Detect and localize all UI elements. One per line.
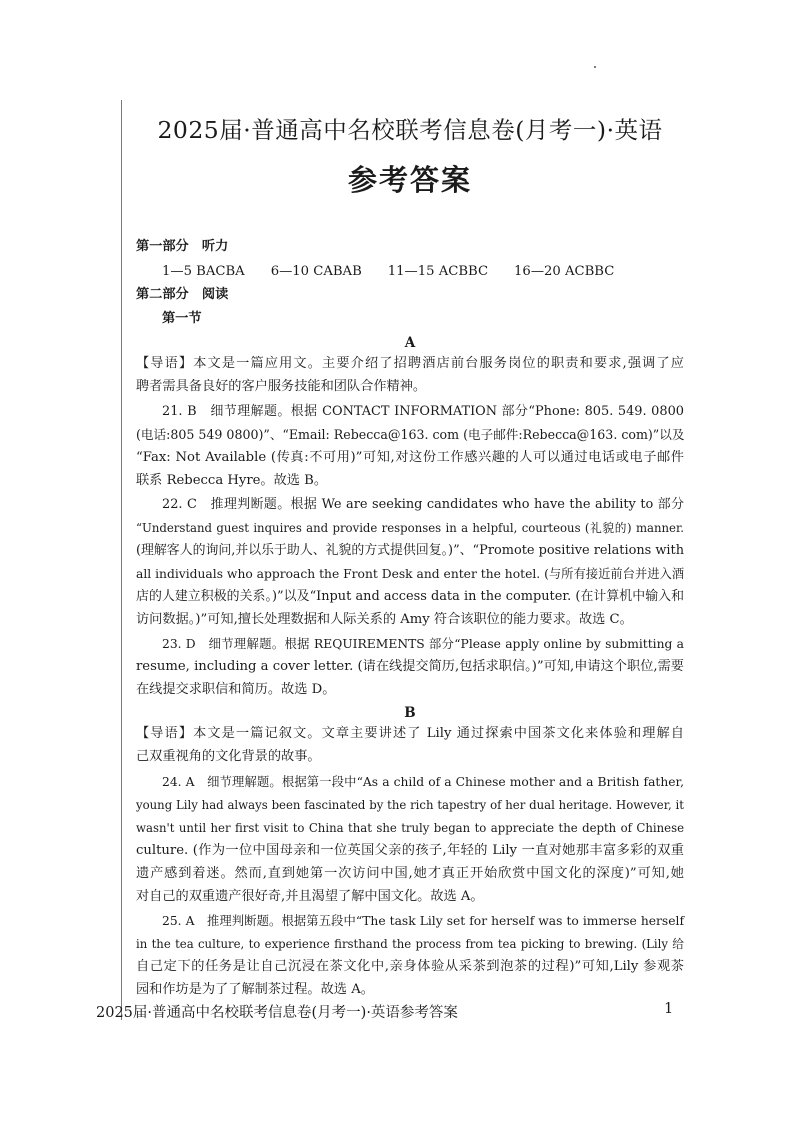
passage-a-line: 店的人建立积极的关系。)”以及“Input and access data in the computer. (在计算机中输入和 [136,589,684,604]
passage-a-line: 访问数据。)”可知,擅长处理数据和人际关系的 Amy 符合该职位的能力要求。故选 C。 [136,612,633,627]
page-footer: 2025届·普通高中名校联考信息卷(月考一)·英语参考答案 [96,1005,458,1021]
speck-mark [594,66,596,68]
passage-b-line: young Lily had always been fascinated by the rich tapestry of her dual heritage. However, it [136,798,684,812]
answer-group: 11—15 ACBBC [387,264,489,279]
passage-a-line: “Understand guest inquires and provide responses in a helpful, courteous (礼貌的) manner. [136,521,684,535]
passage-b-line: 己双重视角的文化背景的故事。 [136,749,321,764]
passage-a-label: A [404,335,416,351]
passage-a-line: 23. D 细节理解题。根据 REQUIREMENTS 部分“Please apply online by submitting a [162,637,684,651]
passage-b-line: 遗产感到着迷。然而,直到她第一次访问中国,她才真正开始欣赏中国文化的深度)”可知,她 [136,866,684,881]
answer-group: 1—5 BACBA [162,264,245,279]
passage-a-line: 22. C 推理判断题。根据 We are seeking candidates who have the ability to 部分 [162,497,684,512]
passage-b-line: 【导语】本文是一篇记叙文。文章主要讲述了 Lily 通过探索中国茶文化来体验和理解自 [136,726,684,741]
passage-a-line: “Fax: Not Available (传真:不可用)”可知,对这份工作感兴趣的人可以通过电话或电子邮件 [136,450,684,465]
passage-b-line: wasn't until her first visit to China that she truly began to appreciate the depth of Chinese [136,821,684,835]
passage-a-line: (电话:805 549 0800)”、“Email: Rebecca@163. com (电子邮件:Rebecca@163. com)”以及 [136,427,685,442]
part2-heading: 第二部分 阅读 [136,287,229,302]
listening-answers [162,261,640,283]
passage-a-line: resume, including a cover letter. (请在线提交简历,包括求职信。)”可知,申请这个职位,需要 [136,659,684,674]
passage-b-line: 对自己的双重遗产很好奇,并且渴望了解中国文化。故选 A。 [136,889,484,904]
passage-a-line: (理解客人的询问,并以乐于助人、礼貌的方式提供回复。)”、“Promote positive relations with [136,543,685,558]
document-title: 2025届·普通高中名校联考信息卷(月考一)·英语 [157,116,663,144]
left-margin-rule [121,100,122,1020]
passage-a-line: 在线提交求职信和简历。故选 D。 [136,682,336,697]
section-heading: 第一节 [162,311,202,326]
page-number: 1 [664,1001,674,1017]
document-subtitle: 参考答案 [347,163,472,197]
passage-a-line: 聘者需具备良好的客户服务技能和团队合作精神。 [136,379,427,394]
passage-b-line: 园和作坊是为了了解制茶过程。故选 A。 [136,982,374,997]
passage-a-line: 21. B 细节理解题。根据 CONTACT INFORMATION 部分“Phone: 805. 549. 0800 [162,404,684,419]
passage-a-line: 【导语】本文是一篇应用文。主要介绍了招聘酒店前台服务岗位的职责和要求,强调了应 [136,356,684,371]
passage-b-line: 25. A 推理判断题。根据第五段中“The task Lily set for herself was to immerse herself [162,914,684,928]
passage-a-line: all individuals who approach the Front Desk and enter the hotel. (与所有接近前台并进入酒 [136,567,685,581]
passage-b-label: B [404,705,416,721]
passage-b-line: in the tea culture, to experience firsthand the process from tea picking to brewing. (Lily 给 [136,937,684,951]
passage-b-line: 24. A 细节理解题。根据第一段中“As a child of a Chinese mother and a British father, [162,775,684,789]
answer-group: 6—10 CABAB [270,264,362,279]
passage-b-line: 自己定下的任务是让自己沉浸在茶文化中,亲身体验从采茶到泡茶的过程)”可知,Lily 参观茶 [136,959,684,974]
passage-b-line: culture. (作为一位中国母亲和一位英国父亲的孩子,年轻的 Lily 一直对她那丰富多彩的双重 [136,843,684,858]
passage-a-line: 联系 Rebecca Hyre。故选 B。 [136,473,328,488]
answer-group: 16—20 ACBBC [514,264,615,279]
part1-heading: 第一部分 听力 [136,239,229,254]
